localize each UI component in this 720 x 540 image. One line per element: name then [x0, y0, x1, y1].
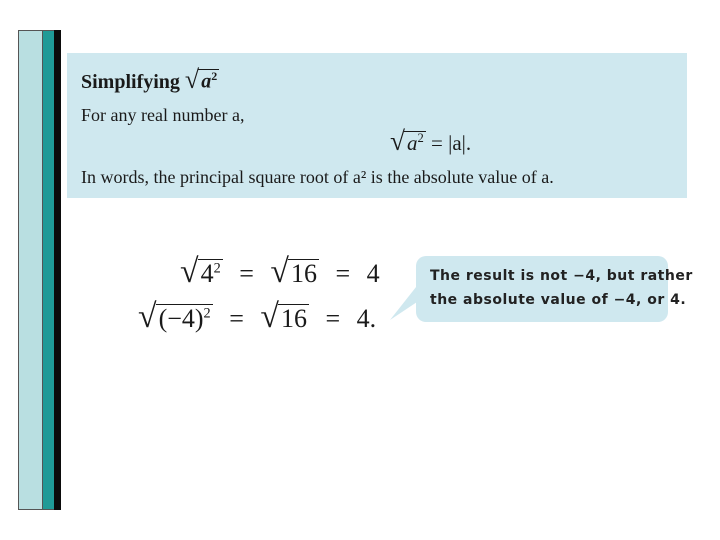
- example-2-radicand-2: 16: [278, 304, 309, 334]
- example-1-radicand-2: 16: [288, 259, 319, 289]
- equals-sign: =: [335, 259, 351, 288]
- left-decorative-bars: [18, 30, 62, 510]
- radical-sign-icon: √: [184, 65, 200, 94]
- radical-sign-icon: √: [260, 298, 279, 335]
- callout-line2: the absolute value of −4, or 4.: [430, 292, 687, 308]
- example-2-radical-2: [260, 300, 309, 334]
- radical-sign-icon: √: [180, 253, 199, 290]
- title-exponent: 2: [211, 69, 218, 84]
- equals-sign: =: [229, 304, 244, 333]
- formula-radicand: a: [406, 131, 418, 156]
- example-2-result: 4.: [356, 304, 377, 333]
- radical-sign-icon: √: [138, 298, 157, 335]
- example-1-radical: [180, 255, 223, 289]
- sidebar-light-bar: [18, 30, 43, 510]
- example-2: [138, 300, 376, 334]
- definition-line2: In words, the principal square root of a² is the absolute value of a.: [81, 167, 554, 187]
- example-1-radicand: 4: [200, 259, 214, 289]
- definition-formula: [390, 128, 471, 156]
- title-radicand-group: [198, 69, 219, 93]
- formula-exponent: 2: [417, 131, 424, 146]
- example-1-result: 4: [366, 259, 380, 288]
- formula-rhs: = |a|.: [431, 131, 472, 155]
- title-radicand: a: [201, 71, 212, 93]
- definition-line1: For any real number a,: [81, 105, 245, 125]
- title-text: Simplifying: [81, 71, 180, 93]
- example-2-radical: [138, 300, 213, 334]
- definition-box: [67, 53, 687, 198]
- radical-sign-icon: √: [390, 126, 405, 156]
- formula-radicand-group: [404, 131, 426, 155]
- example-2-radicand: (−4): [158, 304, 204, 334]
- equals-sign: =: [325, 304, 341, 333]
- title-radical: [185, 67, 219, 93]
- example-1: [180, 255, 380, 289]
- definition-title: [81, 67, 219, 94]
- sidebar-dark-bar: [54, 30, 61, 510]
- sidebar-teal-bar: [43, 30, 54, 510]
- example-1-exponent: 2: [213, 260, 221, 277]
- callout-text: [430, 264, 693, 312]
- example-2-exponent: 2: [203, 305, 211, 322]
- example-1-radicand-group: [198, 259, 223, 289]
- formula-radical: [390, 128, 426, 155]
- callout-bubble: [416, 256, 693, 322]
- equals-sign: =: [239, 259, 254, 288]
- callout-line1: The result is not −4, but rather: [430, 268, 693, 284]
- example-2-radicand-group: [156, 304, 213, 334]
- example-1-radical-2: [270, 255, 319, 289]
- radical-sign-icon: √: [270, 253, 289, 290]
